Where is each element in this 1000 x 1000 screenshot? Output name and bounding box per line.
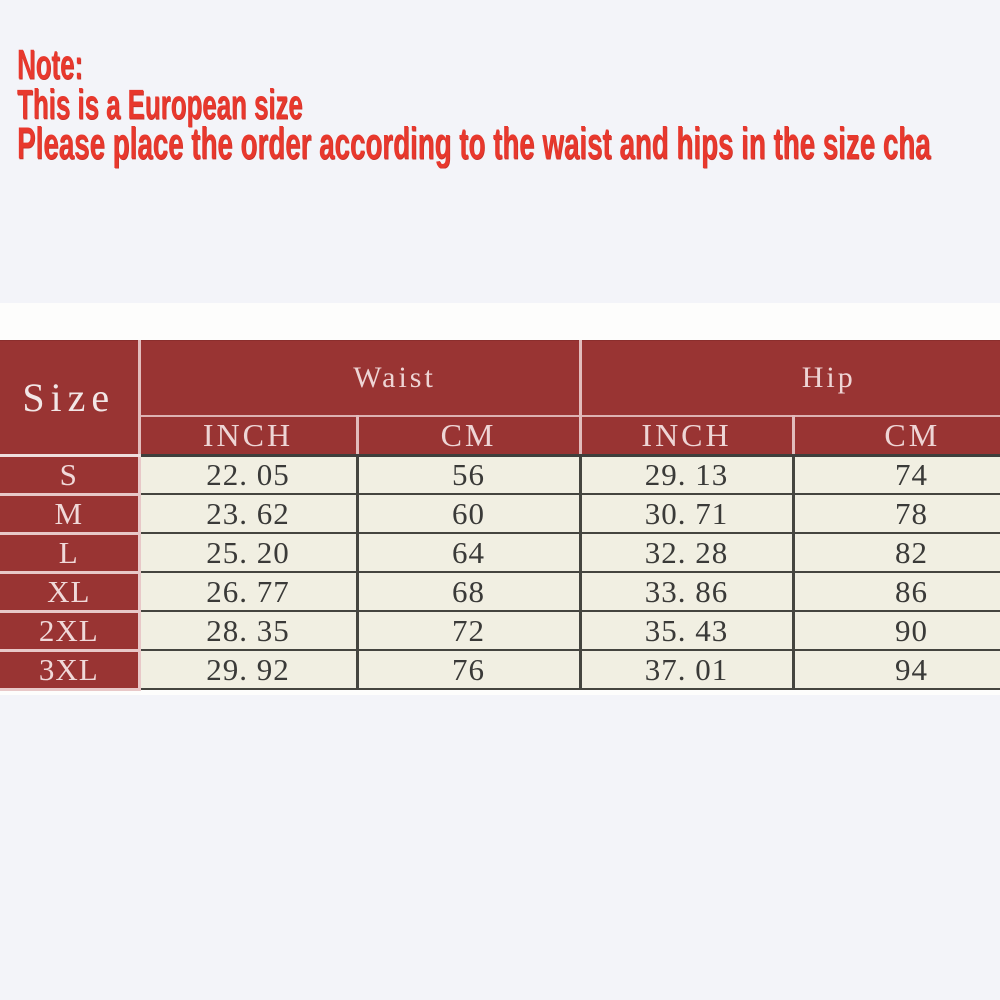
white-band-above-table: [0, 303, 1000, 340]
size-label: L: [0, 533, 139, 572]
waist-cm-value: 72: [357, 611, 580, 650]
waist-inch-value: 28. 35: [139, 611, 357, 650]
size-chart-table: [0, 340, 1000, 691]
note-heading: Note:: [17, 40, 84, 88]
hip-cm-value: 74: [793, 455, 1000, 494]
waist-cm-value: 68: [357, 572, 580, 611]
sub-header-hip-cm: CM: [793, 416, 1000, 456]
note-line-order-instruction: Please place the order according to the waist and hips in the size cha: [17, 118, 931, 169]
size-label: 2XL: [0, 611, 139, 650]
hip-inch-value: 29. 13: [580, 455, 793, 494]
table-row-3xl: [0, 650, 1000, 689]
waist-inch-value: 25. 20: [139, 533, 357, 572]
note-line-european-size: This is a European size: [17, 80, 303, 128]
hip-cm-value: 86: [793, 572, 1000, 611]
hip-inch-value: 33. 86: [580, 572, 793, 611]
sub-header-hip-inch: INCH: [580, 416, 793, 456]
size-label: XL: [0, 572, 139, 611]
hip-cm-value: 82: [793, 533, 1000, 572]
hip-inch-value: 35. 43: [580, 611, 793, 650]
waist-cm-value: 56: [357, 455, 580, 494]
hip-cm-value: 94: [793, 650, 1000, 689]
table-row-l: [0, 533, 1000, 572]
waist-inch-value: 26. 77: [139, 572, 357, 611]
waist-inch-value: 29. 92: [139, 650, 357, 689]
header-row-units: [0, 416, 1000, 456]
table-row-m: [0, 494, 1000, 533]
header-row-groups: [0, 341, 1000, 416]
sub-header-waist-cm: CM: [357, 416, 580, 456]
corner-cell-size: Size: [0, 341, 139, 456]
note-block: [17, 40, 1000, 169]
waist-inch-value: 22. 05: [139, 455, 357, 494]
waist-inch-value: 23. 62: [139, 494, 357, 533]
group-header-waist: Waist: [139, 341, 580, 416]
table-row-xl: [0, 572, 1000, 611]
size-label: S: [0, 455, 139, 494]
table-row-s: [0, 455, 1000, 494]
waist-cm-value: 76: [357, 650, 580, 689]
hip-cm-value: 90: [793, 611, 1000, 650]
hip-inch-value: 30. 71: [580, 494, 793, 533]
hip-cm-value: 78: [793, 494, 1000, 533]
group-header-hip: Hip: [580, 341, 1000, 416]
size-label: M: [0, 494, 139, 533]
size-label: 3XL: [0, 650, 139, 689]
waist-cm-value: 64: [357, 533, 580, 572]
table-row-2xl: [0, 611, 1000, 650]
waist-cm-value: 60: [357, 494, 580, 533]
hip-inch-value: 32. 28: [580, 533, 793, 572]
sub-header-waist-inch: INCH: [139, 416, 357, 456]
hip-inch-value: 37. 01: [580, 650, 793, 689]
